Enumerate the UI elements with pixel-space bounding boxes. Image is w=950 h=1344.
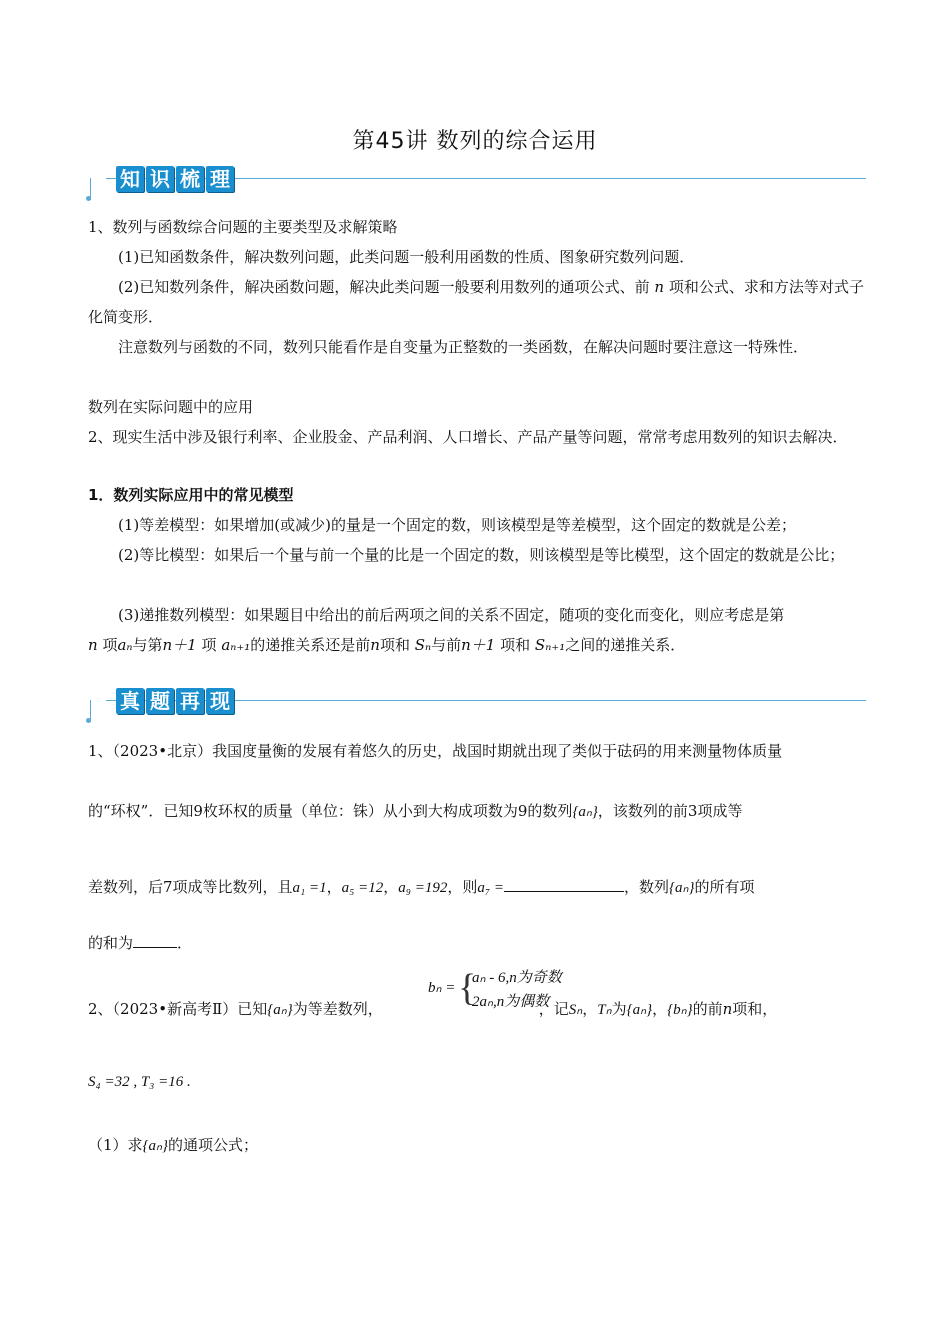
section-banner-exam	[86, 688, 866, 722]
q1-line3: 差数列，后7项成等比数列，且a₁ =1，a₅ =12，a₉ =192，则a₇ = ，数列{aₙ}的所有项	[88, 878, 755, 896]
q2-line1: 2、（2023•新高考Ⅱ）已知{aₙ}为等差数列， ，记Sₙ，Tₙ为{aₙ}，{bₙ}的前n项和，	[88, 1000, 778, 1018]
q2-part1: （1）求{aₙ}的通项公式；	[88, 1136, 259, 1154]
knowledge-p8: (1)等差模型：如果增加(或减少)的量是一个固定的数，则该模型是等差模型，这个固定的数就是公差；	[118, 516, 796, 534]
section-banner-knowledge	[86, 166, 866, 200]
q1-line4: 的和为 ．	[88, 934, 193, 952]
knowledge-p3: (2)已知数列条件，解决函数问题，解决此类问题一般要利用数列的通项公式、前 n 项和公式、求和方法等对式子化简变形．	[88, 278, 864, 326]
knowledge-p7: 1．数列实际应用中的常见模型	[88, 486, 294, 504]
banner-char: 真	[116, 688, 144, 714]
q2-conditions: S₄ =32 , T₃ =16 .	[88, 1074, 191, 1090]
piecewise-formula: bₙ = { aₙ - 6,n为奇数 2aₙ,n为偶数	[428, 967, 562, 1010]
knowledge-p2: (1)已知函数条件，解决数列问题，此类问题一般利用函数的性质、图象研究数列问题．	[118, 248, 695, 266]
banner-char: 知	[116, 166, 144, 192]
knowledge-p1: 1、数列与函数综合问题的主要类型及求解策略	[88, 218, 398, 236]
answer-blank-sum[interactable]	[133, 933, 177, 948]
banner-char: 梳	[176, 166, 204, 192]
knowledge-p5: 数列在实际问题中的应用	[88, 398, 254, 416]
knowledge-p6: 2、现实生活中涉及银行利率、企业股金、产品利润、人口增长、产品产量等问题，常常考虑用数列的知识去解决．	[88, 428, 848, 446]
banner-char: 现	[206, 688, 234, 714]
page-title: 第45讲 数列的综合运用	[352, 129, 598, 154]
banner-char: 题	[146, 688, 174, 714]
knowledge-p4: 注意数列与函数的不同，数列只能看作是自变量为正整数的一类函数，在解决问题时要注意这一特殊性．	[118, 338, 809, 356]
knowledge-p9: (2)等比模型：如果后一个量与前一个量的比是一个固定的数，则该模型是等比模型，这个固定的数就是公比；	[118, 546, 845, 564]
answer-blank-a7[interactable]	[504, 877, 624, 892]
q1-line2: 的“环权”．已知9枚环权的质量（单位：铢）从小到大构成项数为9的数列{aₙ}，该数列的前3项成等	[88, 802, 743, 820]
q1-line1: 1、（2023•北京）我国度量衡的发展有着悠久的历史，战国时期就出现了类似于砝码的用来测量物体质量	[88, 742, 783, 760]
banner-char: 理	[206, 166, 234, 192]
banner-char: 识	[146, 166, 174, 192]
knowledge-p10: (3)递推数列模型：如果题目中给出的前后两项之间的关系不固定，随项的变化而变化，则应考虑是第 n 项aₙ与第n＋1 项 aₙ₊₁的递推关系还是前n项和 Sₙ与前n＋1 项和 Sₙ₊₁之间的递推关系．	[88, 606, 785, 654]
banner-char: 再	[176, 688, 204, 714]
